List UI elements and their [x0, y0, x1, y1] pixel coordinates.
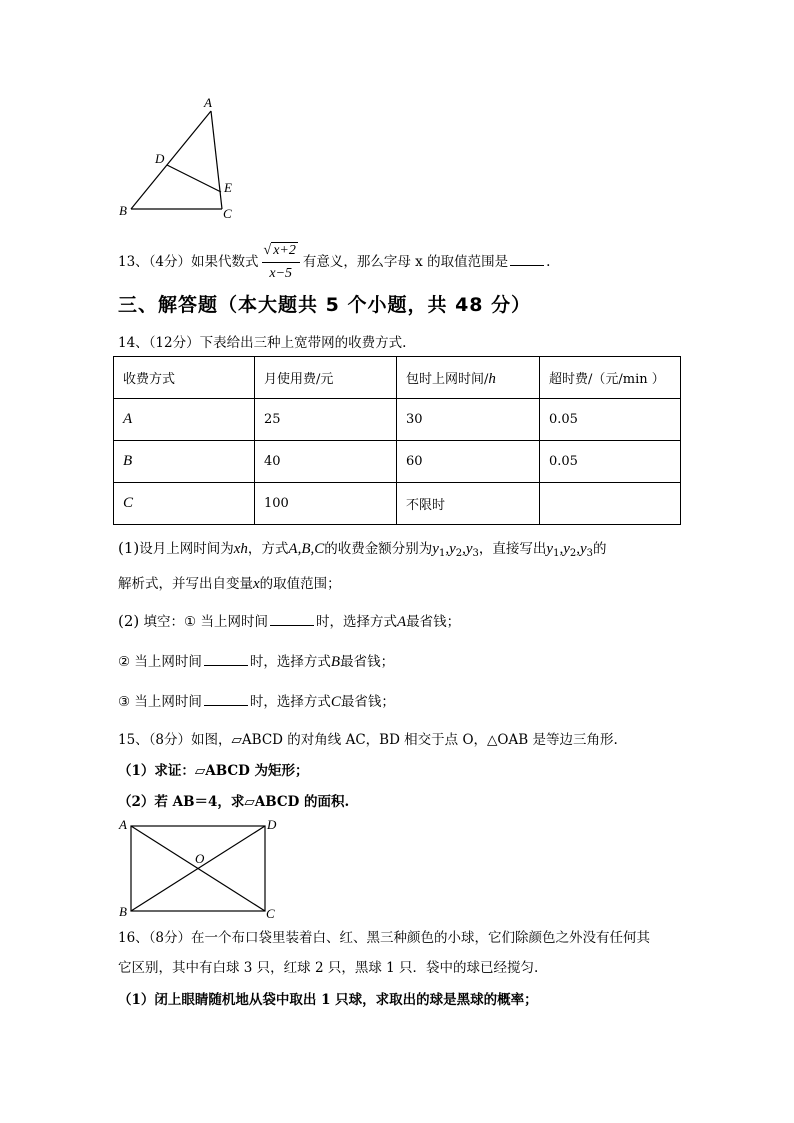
text: 解析式，并写出自变量 — [118, 576, 253, 592]
fraction-expression: $\frac{√ x+2}{x-5}$ — [262, 241, 300, 284]
variable: y — [465, 541, 473, 557]
subscript: 1 — [438, 548, 446, 559]
period: . — [546, 254, 551, 270]
q16-part1: （1）闭上眼睛随机地从袋中取出 1 只球，求取出的球是黑球的概率； — [118, 992, 538, 1008]
table-row — [114, 441, 681, 483]
variable: y — [563, 541, 570, 557]
table-row — [114, 483, 681, 525]
q14-part1-line2 — [118, 574, 341, 594]
table-header-row — [114, 357, 681, 399]
circled-number: ② — [118, 654, 131, 670]
vertex-label-d: D — [155, 151, 165, 166]
header-unit: h — [488, 370, 496, 387]
vertex-label-b: B — [119, 203, 127, 218]
table-header-cell — [397, 357, 540, 399]
part-number: (1) — [118, 539, 140, 557]
vertex-label-b: B — [119, 904, 127, 919]
text: 填空： — [143, 614, 185, 630]
center-label-o: O — [195, 851, 205, 866]
table-cell: 100 — [255, 483, 397, 525]
question-number: 15、 — [118, 732, 149, 748]
q15-part1: （1）求证：▱ABCD 为矩形； — [118, 763, 309, 779]
text: 时，选择方式 — [249, 694, 331, 710]
question-16-line2: 它区别，其中有白球 3 只，红球 2 只，黑球 1 只．袋中的球已经搅匀. — [118, 960, 539, 976]
question-number: 16、 — [118, 930, 149, 946]
variable: y — [432, 541, 439, 557]
vertex-label-c: C — [223, 206, 232, 221]
variable: A — [396, 614, 407, 630]
table-cell: 0.05 — [540, 441, 681, 483]
q15-part2: （2）若 AB＝4，求▱ABCD 的面积. — [118, 794, 350, 810]
text: 当上网时间 — [134, 654, 202, 670]
question-14-intro — [118, 333, 406, 353]
question-score: （8分） — [148, 930, 192, 946]
table-cell — [540, 483, 681, 525]
text: 最省钱； — [340, 694, 395, 710]
table-cell: 40 — [255, 441, 397, 483]
table-cell: 30 — [397, 399, 540, 441]
fraction-denominator: x−5 — [269, 266, 293, 281]
q14-part2-line1 — [118, 611, 460, 632]
question-text: 下表给出三种上宽带网的收费方式. — [199, 335, 407, 351]
text: 当上网时间 — [134, 694, 202, 710]
table-cell: 60 — [397, 441, 540, 483]
text: 最省钱； — [406, 614, 461, 630]
rectangle-figure — [115, 815, 285, 923]
question-16-line1 — [118, 928, 650, 948]
vertex-label-c: C — [266, 906, 275, 921]
question-13 — [118, 241, 550, 284]
part-number: (2) — [118, 612, 140, 630]
question-text: 如果代数式 — [191, 254, 259, 270]
text: 最省钱； — [340, 654, 395, 670]
variable: y — [580, 541, 587, 557]
text: ，直接写出 — [478, 541, 547, 557]
answer-blank[interactable] — [270, 624, 314, 626]
text: 时，选择方式 — [315, 614, 397, 630]
q14-part1-line1: (1)设月上网时间为xh，方式A,B,C的收费金额分别为$y_1,y_2,y_3$，直接写出$y_1,y_2,y_3$的 — [118, 539, 607, 559]
question-score: （8分） — [148, 732, 192, 748]
triangle-figure — [115, 95, 245, 225]
question-number: 14、 — [118, 335, 149, 351]
sqrt-radicand: x+2 — [273, 243, 296, 258]
table-header-cell: 超时费/（元/min ） — [540, 357, 681, 399]
variable: x — [253, 576, 260, 592]
table-cell: A — [114, 399, 255, 441]
question-text: 如图，▱ABCD 的对角线 AC，BD 相交于点 O，△OAB 是等边三角形. — [191, 732, 618, 748]
vertex-label-a: A — [204, 95, 212, 110]
question-score: （12分） — [148, 335, 200, 351]
text: 时，选择方式 — [249, 654, 331, 670]
text: 的收费金额分别为 — [324, 541, 433, 557]
table-cell: B — [114, 441, 255, 483]
table-cell: 0.05 — [540, 399, 681, 441]
answer-blank[interactable] — [204, 664, 248, 666]
vertex-label-a: A — [119, 817, 127, 832]
section-title: 三、解答题（本大题共 5 个小题，共 48 分） — [118, 294, 532, 316]
table-row — [114, 399, 681, 441]
question-15-intro — [118, 730, 618, 750]
text: 的取值范围； — [259, 576, 341, 592]
subscript: 1 — [553, 548, 560, 559]
variable: y — [546, 541, 554, 557]
vertex-label-e: E — [224, 180, 232, 195]
text: 设月上网时间为 — [139, 541, 234, 557]
table-header-cell: 收费方式 — [114, 357, 255, 399]
table-header-cell: 月使用费/元 — [255, 357, 397, 399]
variable: xh — [233, 541, 248, 557]
fee-table — [113, 356, 681, 525]
subscript: 3 — [472, 548, 479, 559]
question-text: 在一个布口袋里装着白、红、黑三种颜色的小球，它们除颜色之外没有任何其 — [191, 930, 651, 946]
question-score: （4分） — [148, 254, 192, 270]
vertex-label-d: D — [267, 817, 277, 832]
table-cell: 25 — [255, 399, 397, 441]
table-cell: 不限时 — [397, 483, 540, 525]
q14-part2-line2 — [118, 652, 394, 672]
question-text-suffix: 有意义，那么字母 x 的取值范围是 — [302, 254, 509, 270]
variable: B — [330, 654, 341, 670]
circled-number: ③ — [118, 694, 131, 710]
subscript: 2 — [455, 548, 463, 559]
header-text: 包时上网时间/ — [406, 371, 489, 387]
answer-blank[interactable] — [204, 704, 248, 706]
variable: C — [330, 694, 341, 710]
text: 的 — [593, 541, 607, 557]
subscript: 2 — [569, 548, 577, 559]
question-number: 13、 — [118, 254, 149, 270]
q14-part2-line3 — [118, 692, 395, 712]
table-cell: C — [114, 483, 255, 525]
text: 当上网时间 — [200, 614, 268, 630]
subscript: 3 — [586, 548, 594, 559]
text: ，方式 — [247, 541, 289, 557]
answer-blank[interactable] — [510, 264, 544, 266]
circled-number: ① — [184, 614, 197, 630]
variable: y — [449, 541, 456, 557]
variable: A,B,C — [288, 541, 325, 557]
